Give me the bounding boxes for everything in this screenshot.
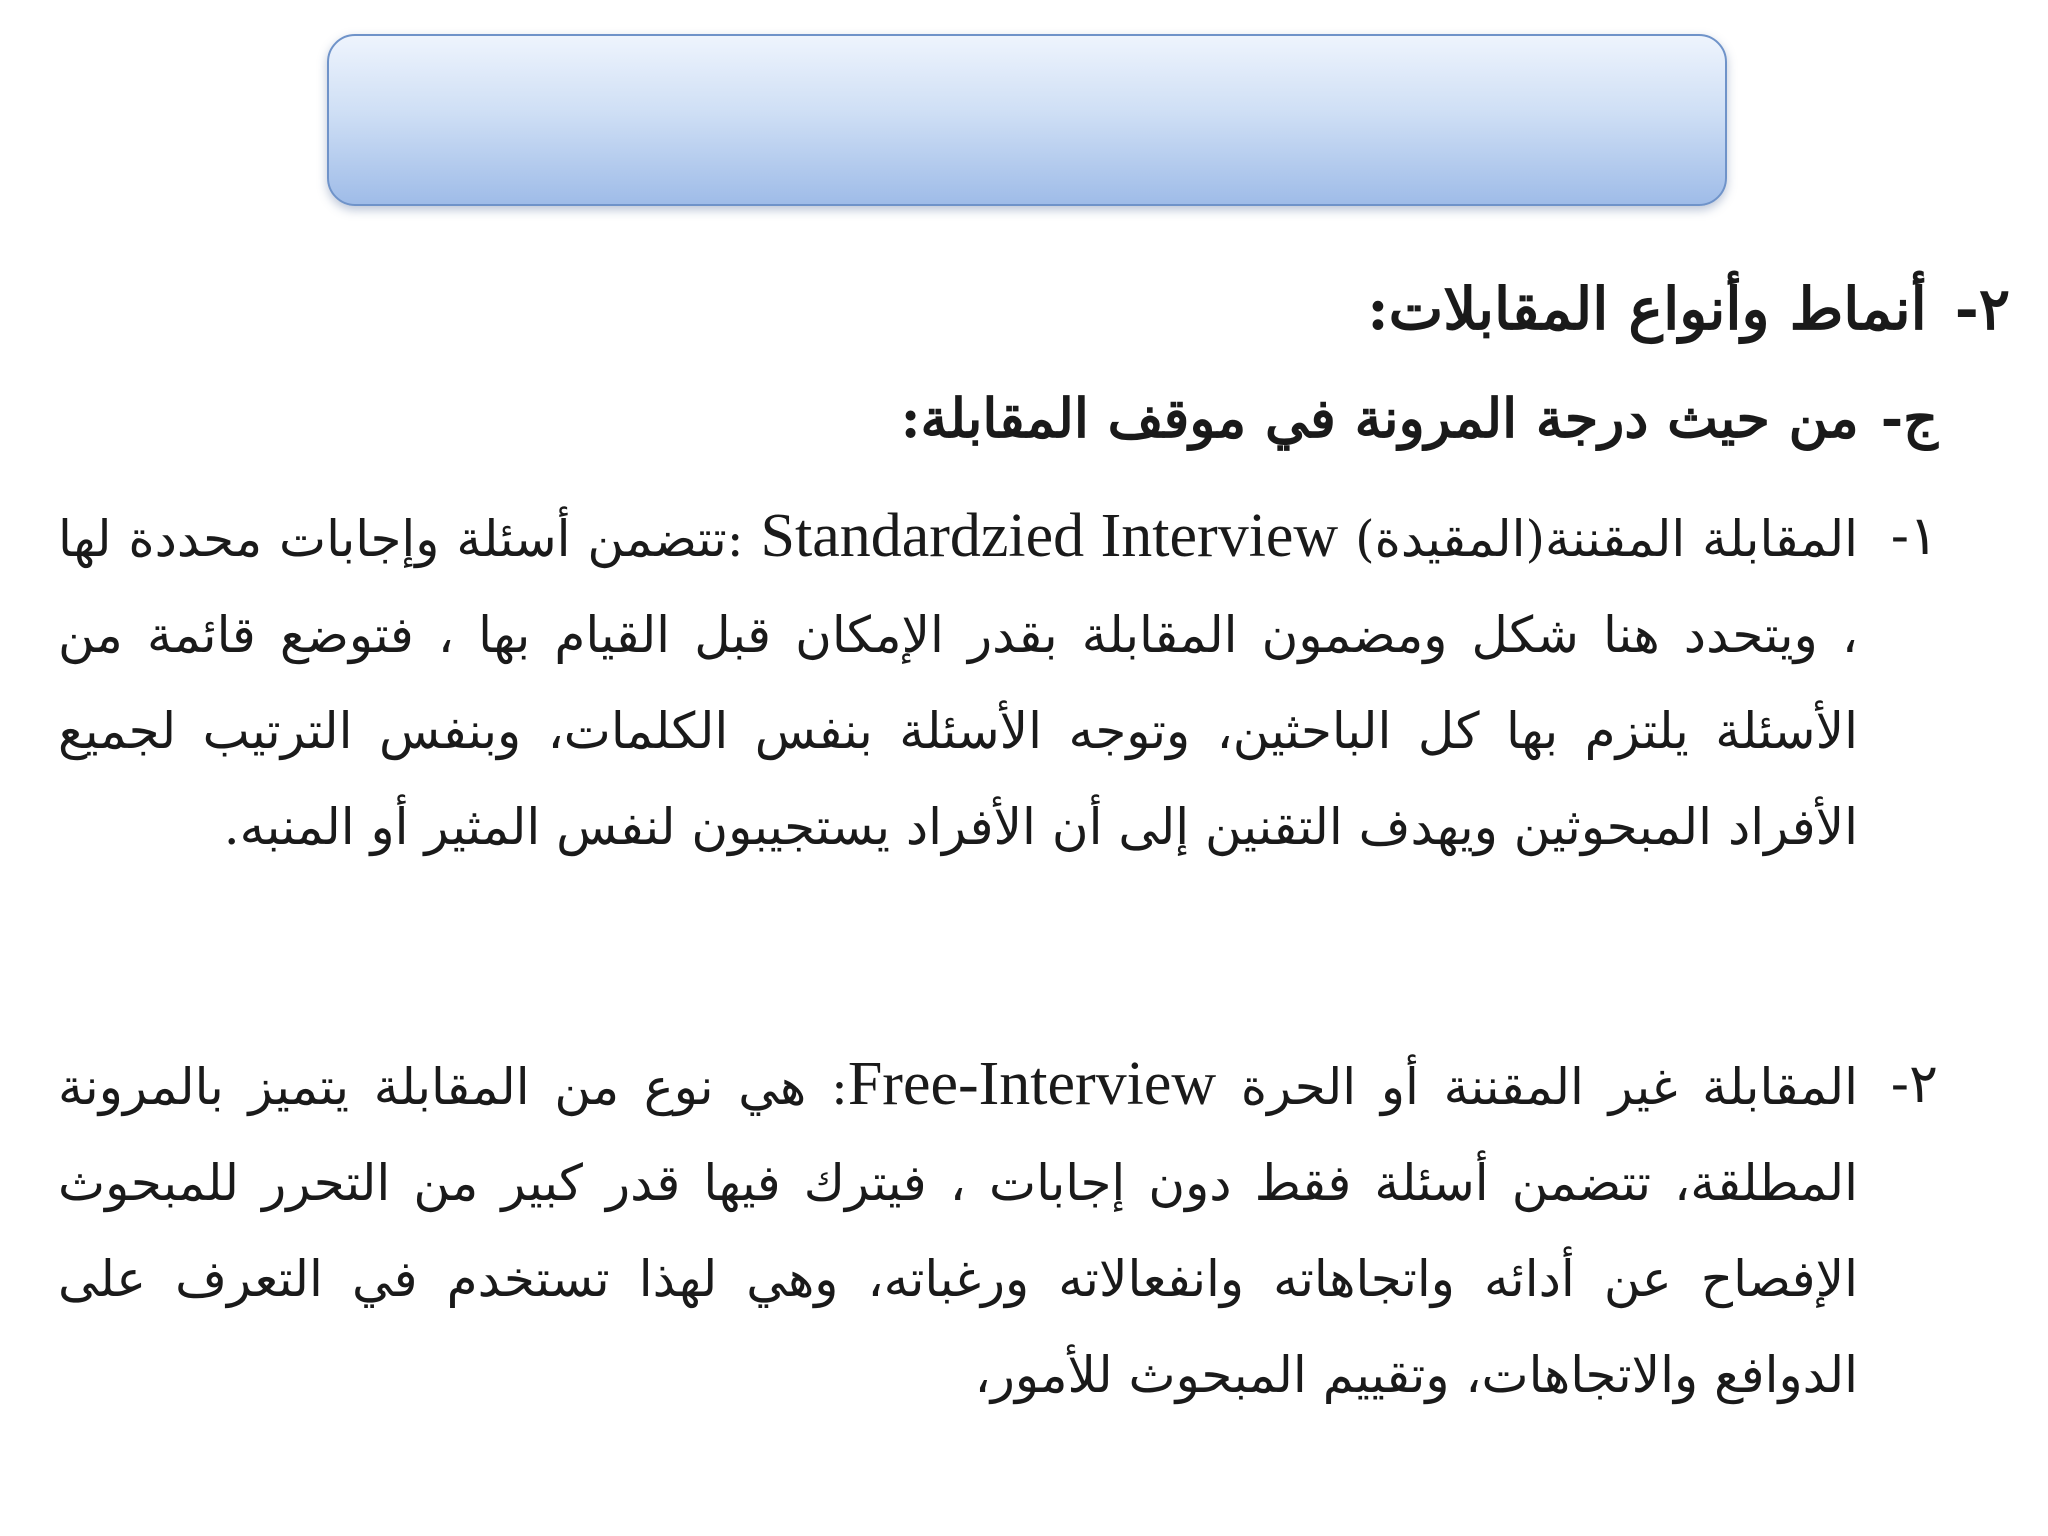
- list-item-text: : هي نوع من المقابلة يتميز بالمرونة المطلقة، تتضمن أسئلة فقط دون إجابات ، فيترك فيها قدر كبير من التحرر للمبحوث الإفصاح عن أدائه واتجاهاته وانفعالاته ورغباته، وهي لهذا تستخدم في التعرف على الدوافع والاتجاهات، وتقييم المبحوث للأمور،: [58, 1058, 1858, 1404]
- subsection-title: من حيث درجة المرونة في موقف المقابلة:: [900, 386, 1859, 450]
- list-item-marker: ١-: [1890, 504, 1938, 567]
- list-item-text: :تتضمن أسئلة وإجابات محددة لها ، ويتحدد هنا شكل ومضمون المقابلة بقدر الإمكان قبل القيام بها ، فتوضع قائمة من الأسئلة يلتزم بها كل الباحثين، وتوجه الأسئلة بنفس الكلمات، وبنفس الترتيب لجميع الأفراد المبحوثين ويهدف التقنين إلى أن الأفراد يستجيبون لنفس المثير أو المنبه.: [58, 510, 1858, 856]
- list-item-body: [58, 488, 1858, 875]
- list-item-marker: ٢-: [1890, 1052, 1938, 1115]
- section-title: أنماط وأنواع المقابلات:: [1367, 275, 1927, 343]
- list-item-body: [58, 1036, 1858, 1423]
- list-item-term: Standardzied Interview: [760, 502, 1339, 570]
- list-item: [58, 488, 1938, 875]
- section-number: ٢-: [1954, 275, 2010, 343]
- subsection-label: ج-: [1880, 386, 1938, 450]
- section-heading: [1367, 272, 2010, 347]
- title-banner: [327, 34, 1727, 206]
- subsection-heading: [901, 383, 1938, 453]
- list-item-title: المقابلة المقننة(المقيدة): [1355, 510, 1858, 568]
- list-item: [58, 1036, 1938, 1423]
- list-item-title: المقابلة غير المقننة أو الحرة: [1240, 1058, 1858, 1116]
- list-item-term: Free-Interview: [847, 1050, 1217, 1118]
